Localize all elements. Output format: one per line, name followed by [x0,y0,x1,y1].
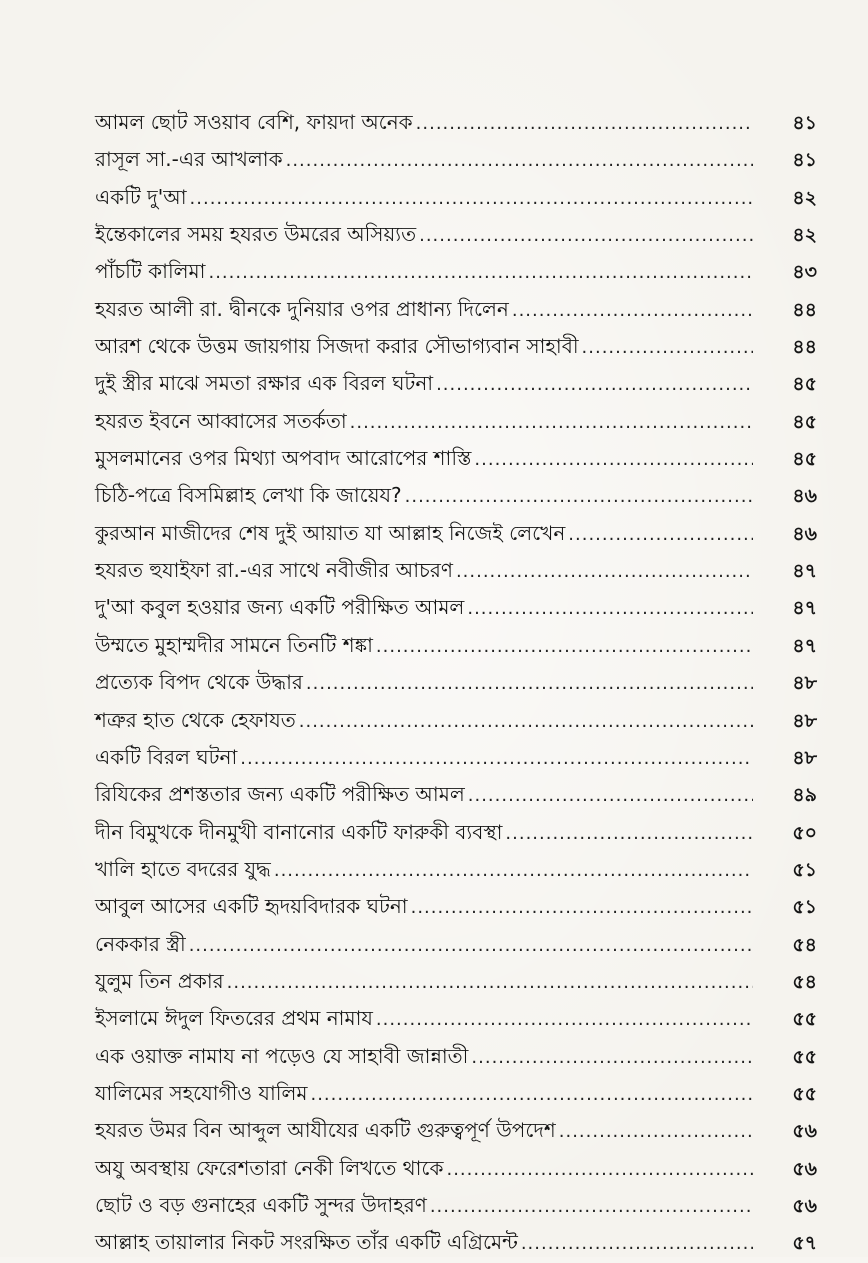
dot-leader [240,740,753,777]
toc-entry-page-number: ৫১ [792,896,817,919]
toc-entry [95,1187,817,1224]
toc-entry [95,440,817,477]
toc-entry [95,589,817,626]
toc-entry-page-number: ৪৩ [792,261,817,284]
toc-entry-page-number: ৪৫ [792,448,817,471]
dot-leader [559,1113,753,1150]
toc-entry [95,1112,817,1149]
toc-entry-title: যুলুম তিন প্রকার [95,968,224,993]
toc-entry-title: আবুল আসের একটি হৃদয়বিদারক ঘটনা [95,894,408,919]
dot-leader [436,366,753,403]
toc-entry-title: হযরত উমর বিন আব্দুল আযীযের একটি গুরুত্বপূর্ণ উপদেশ [95,1118,556,1143]
toc-entry-title: একটি বিরল ঘটনা [95,744,238,769]
dot-leader [474,441,753,478]
dot-leader [446,1151,753,1188]
dot-leader [376,1001,753,1038]
toc-entry-title: মুসলমানের ওপর মিথ্যা অপবাদ আরোপের শাস্তি [95,446,472,471]
toc-entry [95,515,817,552]
toc-entry-page-number: ৫৪ [792,933,817,956]
toc-entry [95,1075,817,1112]
toc-entry-page-number: ৫৪ [792,970,817,993]
dot-leader [582,329,753,366]
toc-entry-title: অযু অবস্থায় ফেরেশতারা নেকী লিখতে থাকে [95,1155,444,1180]
dot-leader [405,478,753,515]
toc-entry-title: হযরত হুযাইফা রা.-এর সাথে নবীজীর আচরণ [95,558,453,583]
toc-entry-page-number: ৫৫ [792,1045,817,1068]
toc-entry-page-number: ৪৪ [792,336,817,359]
toc-entry [95,1150,817,1187]
toc-entry-title: ইসলামে ঈদুল ফিতরের প্রথম নামায [95,1006,373,1031]
toc-entry-title: ইন্তেকালের সময় হযরত উমরের অসিয়্যত [95,222,417,247]
toc-entry-title: কুরআন মাজীদের শেষ দুই আয়াত যা আল্লাহ নিজেই লেখেন [95,520,566,545]
dot-leader [299,703,753,740]
toc-entry-title: দীন বিমুখকে দীনমুখী বানানোর একটি ফারুকী ব্যবস্থা [95,819,503,844]
toc-entry [95,664,817,701]
toc-entry-page-number: ৪২ [792,224,817,247]
dot-leader [512,292,753,329]
toc-entry [95,888,817,925]
toc-entry [95,291,817,328]
toc-entry-page-number: ৪৭ [792,560,817,583]
dot-leader [521,1225,753,1262]
dot-leader [419,217,753,254]
toc-entry-title: পাঁচটি কালিমা [95,259,206,284]
toc-entry-page-number: ৪৮ [792,672,817,695]
toc-entry-title: দু'আ কবুল হওয়ার জন্য একটি পরীক্ষিত আমল [95,595,465,620]
dot-leader [467,590,753,627]
toc-entry [95,851,817,888]
toc-entry [95,104,817,141]
toc-entry-page-number: ৪২ [792,186,817,209]
toc-entry [95,365,817,402]
dot-leader [411,889,753,926]
dot-leader [430,1188,753,1225]
toc-entry-page-number: ৪১ [792,149,817,172]
toc-entry [95,776,817,813]
dot-leader [208,254,753,291]
toc-entry [95,627,817,664]
toc-entry-page-number: ৪৯ [792,784,817,807]
toc-entry-title: আমল ছোট সওয়াব বেশি, ফায়দা অনেক [95,110,413,134]
toc-entry [95,814,817,851]
toc-entry-page-number: ৫১ [792,858,817,881]
toc-entry-page-number: ৫৫ [792,1082,817,1105]
toc-entry-title: যালিমের সহযোগীও যালিম [95,1080,308,1105]
toc-entry-page-number: ৪৬ [792,522,817,545]
toc-entry-page-number: ৫৬ [792,1120,817,1143]
toc-entry-page-number: ৪১ [792,112,817,134]
dot-leader [456,553,753,590]
toc-entry-title: হযরত আলী রা. দ্বীনকে দুনিয়ার ওপর প্রাধান্য দিলেন [95,296,509,321]
dot-leader [190,180,753,217]
dot-leader [306,665,753,702]
toc-entry [95,552,817,589]
dot-leader [227,964,753,1001]
toc-entry-title: দুই স্ত্রীর মাঝে সমতা রক্ষার এক বিরল ঘটনা [95,371,434,396]
toc-entry [95,1224,817,1261]
toc-entry-title: রিযিকের প্রশস্ততার জন্য একটি পরীক্ষিত আমল [95,782,465,807]
toc-entry [95,739,817,776]
dot-leader [350,404,753,441]
toc-entry-page-number: ৪৭ [792,634,817,657]
toc-entry-page-number: ৪৪ [792,298,817,321]
toc-entry-title: ছোট ও বড় গুনাহের একটি সুন্দর উদাহরণ [95,1192,427,1217]
toc-entry [95,1038,817,1075]
toc-entry [95,253,817,290]
toc-entry-title: শত্রুর হাত থেকে হেফাযত [95,707,296,732]
toc-entry-title: উম্মতে মুহাম্মদীর সামনে তিনটি শঙ্কা [95,632,373,657]
dot-leader [310,1076,753,1113]
toc-entry [95,926,817,963]
toc-entry [95,328,817,365]
dot-leader [376,628,753,665]
toc-entry-title: আরশ থেকে উত্তম জায়গায় সিজদা করার সৌভাগ্যবান সাহাবী [95,334,579,359]
toc-entry [95,477,817,514]
toc-entry [95,702,817,739]
toc-entry-title: প্রত্যেক বিপদ থেকে উদ্ধার [95,670,303,695]
toc-entry-page-number: ৫৭ [792,1232,817,1255]
table-of-contents [95,104,817,1262]
dot-leader [189,927,753,964]
toc-entry-title: নেককার স্ত্রী [95,931,186,956]
toc-entry-page-number: ৫৫ [792,1008,817,1031]
toc-entry-page-number: ৪৬ [792,485,817,508]
dot-leader [568,516,753,553]
toc-entry [95,963,817,1000]
toc-entry-title: চিঠি-পত্রে বিসমিল্লাহ লেখা কি জায়েয? [95,483,402,508]
toc-entry-title: খালি হাতে বদরের যুদ্ধ [95,856,271,881]
toc-entry-page-number: ৪৭ [792,597,817,620]
toc-entry-page-number: ৫৬ [792,1157,817,1180]
toc-entry [95,216,817,253]
toc-entry-page-number: ৪৫ [792,410,817,433]
dot-leader [471,1039,753,1076]
toc-entry-title: আল্লাহ তায়ালার নিকট সংরক্ষিত তাঁর একটি এগ্রিমেন্ট [95,1230,518,1255]
toc-entry-page-number: ৪৮ [792,709,817,732]
toc-entry [95,141,817,178]
toc-entry [95,179,817,216]
dot-leader [286,142,753,179]
toc-entry [95,403,817,440]
dot-leader [274,852,753,889]
dot-leader [505,815,753,852]
toc-entry-page-number: ৪৮ [792,746,817,769]
toc-entry-page-number: ৫৬ [792,1194,817,1217]
dot-leader [416,105,753,142]
toc-entry-page-number: ৫০ [792,821,817,844]
toc-entry-title: এক ওয়াক্ত নামায না পড়েও যে সাহাবী জান্নাতী [95,1043,469,1068]
toc-entry-title: রাসূল সা.-এর আখলাক [95,147,283,172]
toc-entry-title: একটি দু'আ [95,184,187,209]
toc-entry-title: হযরত ইবনে আব্বাসের সতর্কতা [95,408,347,433]
toc-entry-page-number: ৪৫ [792,373,817,396]
toc-entry [95,1000,817,1037]
dot-leader [468,777,753,814]
